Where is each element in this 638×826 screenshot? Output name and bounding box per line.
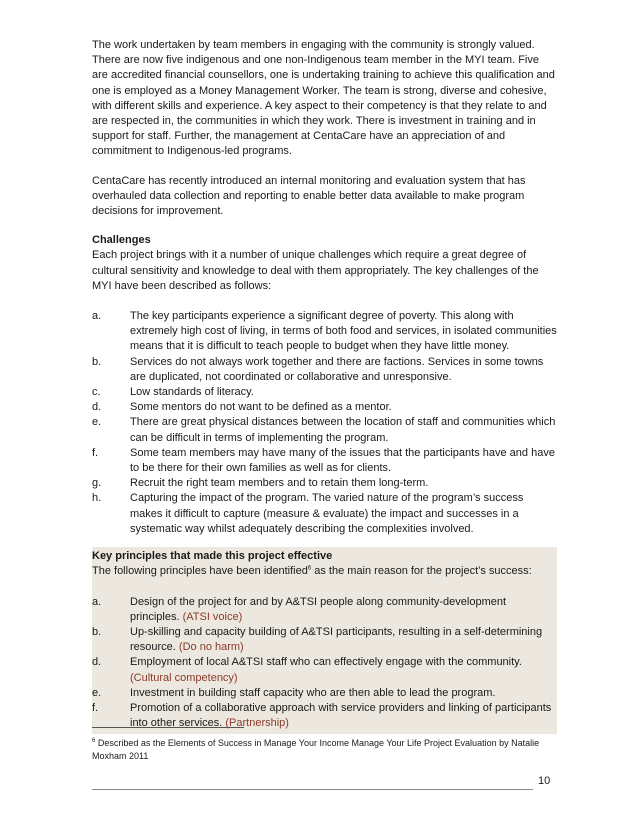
principle-tag: (Do no harm) (178, 641, 244, 654)
item-text (130, 686, 557, 701)
list-item (92, 415, 557, 445)
challenges-heading: Challenges (92, 234, 151, 247)
list-item (92, 355, 557, 385)
footnote-reference[interactable]: 6 (307, 565, 312, 572)
item-label: b. (92, 355, 102, 368)
item-text: Some mentors do not want to be defined as a mentor. (130, 401, 392, 414)
principles-list (92, 595, 557, 732)
item-text: Services do not always work together and there are factions. Services in some towns are duplicated, not coordinated or collaborative and unresponsive. (130, 355, 544, 383)
item-text (130, 595, 557, 625)
list-item (92, 446, 557, 476)
principle-text: Employment of local A&TSI staff who can effectively engage with the community. (130, 656, 522, 669)
item-label: a. (92, 310, 102, 323)
principle-text: Up-skilling and capacity building of A&TSI participants, resulting in a self-determining resource. (130, 625, 543, 654)
footnote-text: Described as the Elements of Success in Manage Your Income Manage Your Life Project Evaluation by Natalie Moxham 2011 (92, 738, 540, 761)
principle-text: Promotion of a collaborative approach with service providers and linking of participants into other services. (130, 701, 552, 730)
list-item (92, 595, 557, 625)
list-item (92, 400, 557, 415)
item-label: f. (92, 701, 99, 714)
principle-tag: (ATSI voice) (182, 610, 243, 623)
page-body (92, 38, 557, 734)
footnote (92, 737, 562, 762)
item-label: g. (92, 477, 102, 490)
item-label: d. (92, 401, 102, 414)
principles-intro-start: The following principles have been identified (92, 565, 308, 578)
item-text: Recruit the right team members and to retain them long-term. (130, 477, 429, 490)
challenges-intro: Each project brings with it a number of unique challenges which require a great degree of cultural sensitivity and knowledge to deal with them appropriately. The key challenges of the MYI have been described as follows: (92, 249, 539, 292)
footer-divider (92, 789, 533, 790)
footnote-number: 6 (92, 738, 96, 744)
list-item (92, 625, 557, 655)
list-item (92, 309, 557, 355)
item-text: There are great physical distances between the location of staff and communities which can be difficult in terms of implementing the program. (130, 416, 556, 444)
list-item (92, 491, 557, 537)
item-label: b. (92, 625, 102, 638)
principles-intro (92, 564, 557, 579)
item-label: e. (92, 686, 102, 699)
item-text: The key participants experience a significant degree of poverty. This along with extremely high cost of living, in terms of both food and services, in isolated communities means that it is difficult to teach people to budget when they have little money. (130, 310, 557, 353)
intro-paragraph-2: CentaCare has recently introduced an internal monitoring and evaluation system that has overhauled data collection and reporting to enable better data available to make program decisions for improvement. (92, 174, 526, 218)
principles-intro-end: as the main reason for the project’s success: (311, 565, 532, 578)
page-number: 10 (538, 775, 551, 787)
principle-text: Investment in building staff capacity who are then able to lead the program. (130, 686, 496, 699)
footnote-divider (92, 727, 244, 728)
principle-tag: (Cultural competency) (130, 671, 238, 684)
item-label: e. (92, 416, 102, 429)
key-principles-box (92, 547, 557, 734)
item-text (130, 655, 557, 685)
item-text: Low standards of literacy. (130, 386, 254, 399)
item-label: f. (92, 446, 99, 459)
list-item (92, 476, 557, 491)
intro-paragraph-1: The work undertaken by team members in engaging with the community is strongly valued. There are now five indigenous and one non-Indigenous team member in the MYI team. Five are accredited financial counsellors, one is undertaking training to achieve this qualification and one is employed as a Money Management Worker. The team is strong, diverse and cohesive, with different skills and experience. A key aspect to their competency is that they relate to and are respected in, the communities in which they work. There is investment in training and in support for staff. Further, the management at CentaCare have an appreciation of and commitment to Indigenous-led programs. (92, 39, 555, 158)
principle-text: Design of the project for and by A&TSI people along community-development principles. (130, 595, 507, 623)
item-label: a. (92, 595, 102, 608)
item-text: Capturing the impact of the program. The varied nature of the program’s success makes it difficult to capture (measure & evaluate) the impact and successes in a systematic way whilst adequately describing the complexities involved. (130, 492, 524, 535)
item-label: c. (92, 386, 101, 399)
item-label: h. (92, 492, 102, 505)
challenges-list (92, 309, 557, 537)
list-item (92, 655, 557, 685)
item-text (130, 625, 557, 655)
list-item (92, 385, 557, 400)
challenges-section (92, 233, 557, 537)
list-item (92, 686, 557, 701)
principles-heading: Key principles that made this project effective (92, 550, 333, 563)
item-text: Some team members may have many of the issues that the participants have and have to be there for their own families as well as for clients. (130, 446, 555, 475)
item-label: d. (92, 656, 102, 669)
principle-tag: (Partnership) (225, 717, 289, 730)
